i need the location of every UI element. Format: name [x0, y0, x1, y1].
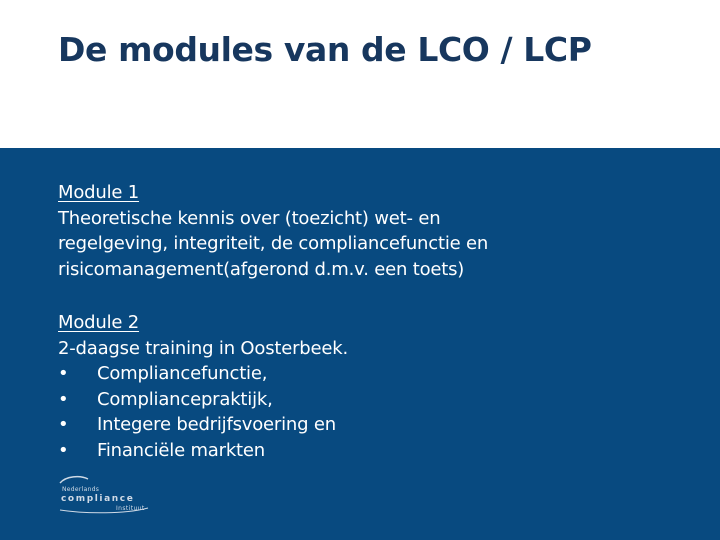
logo-text-top: Nederlands — [62, 486, 100, 493]
module-1-line-2: regelgeving, integriteit, de compliancefunctie en — [58, 233, 489, 255]
module-1-section — [58, 180, 488, 282]
list-item — [58, 412, 348, 438]
module-1-heading: Module 1 — [58, 182, 140, 203]
list-item — [58, 438, 348, 464]
module-2-topic-list — [58, 361, 348, 463]
list-item-label: Compliancepraktijk, — [97, 388, 273, 410]
bullet-icon: • — [58, 388, 69, 410]
logo-text-main: compliance — [61, 494, 135, 504]
module-2-section — [58, 310, 348, 464]
logo-text-bottom: Instituut — [116, 505, 145, 512]
list-item — [58, 387, 348, 413]
bullet-icon: • — [58, 363, 69, 385]
title-area — [0, 0, 720, 148]
list-item — [58, 361, 348, 387]
list-item-label: Financiële markten — [97, 439, 265, 461]
list-item-label: Integere bedrijfsvoering en — [97, 414, 336, 436]
organization-logo — [56, 474, 152, 514]
module-2-heading: Module 2 — [58, 312, 140, 333]
list-item-label: Compliancefunctie, — [97, 363, 268, 385]
module-1-line-3: risicomanagement(afgerond d.m.v. een toets) — [58, 258, 465, 280]
module-2-intro: 2-daagse training in Oosterbeek. — [58, 337, 349, 359]
slide-title: De modules van de LCO / LCP — [58, 30, 592, 69]
bullet-icon: • — [58, 414, 69, 436]
bullet-icon: • — [58, 439, 69, 461]
module-1-line-1: Theoretische kennis over (toezicht) wet- en — [58, 207, 441, 229]
